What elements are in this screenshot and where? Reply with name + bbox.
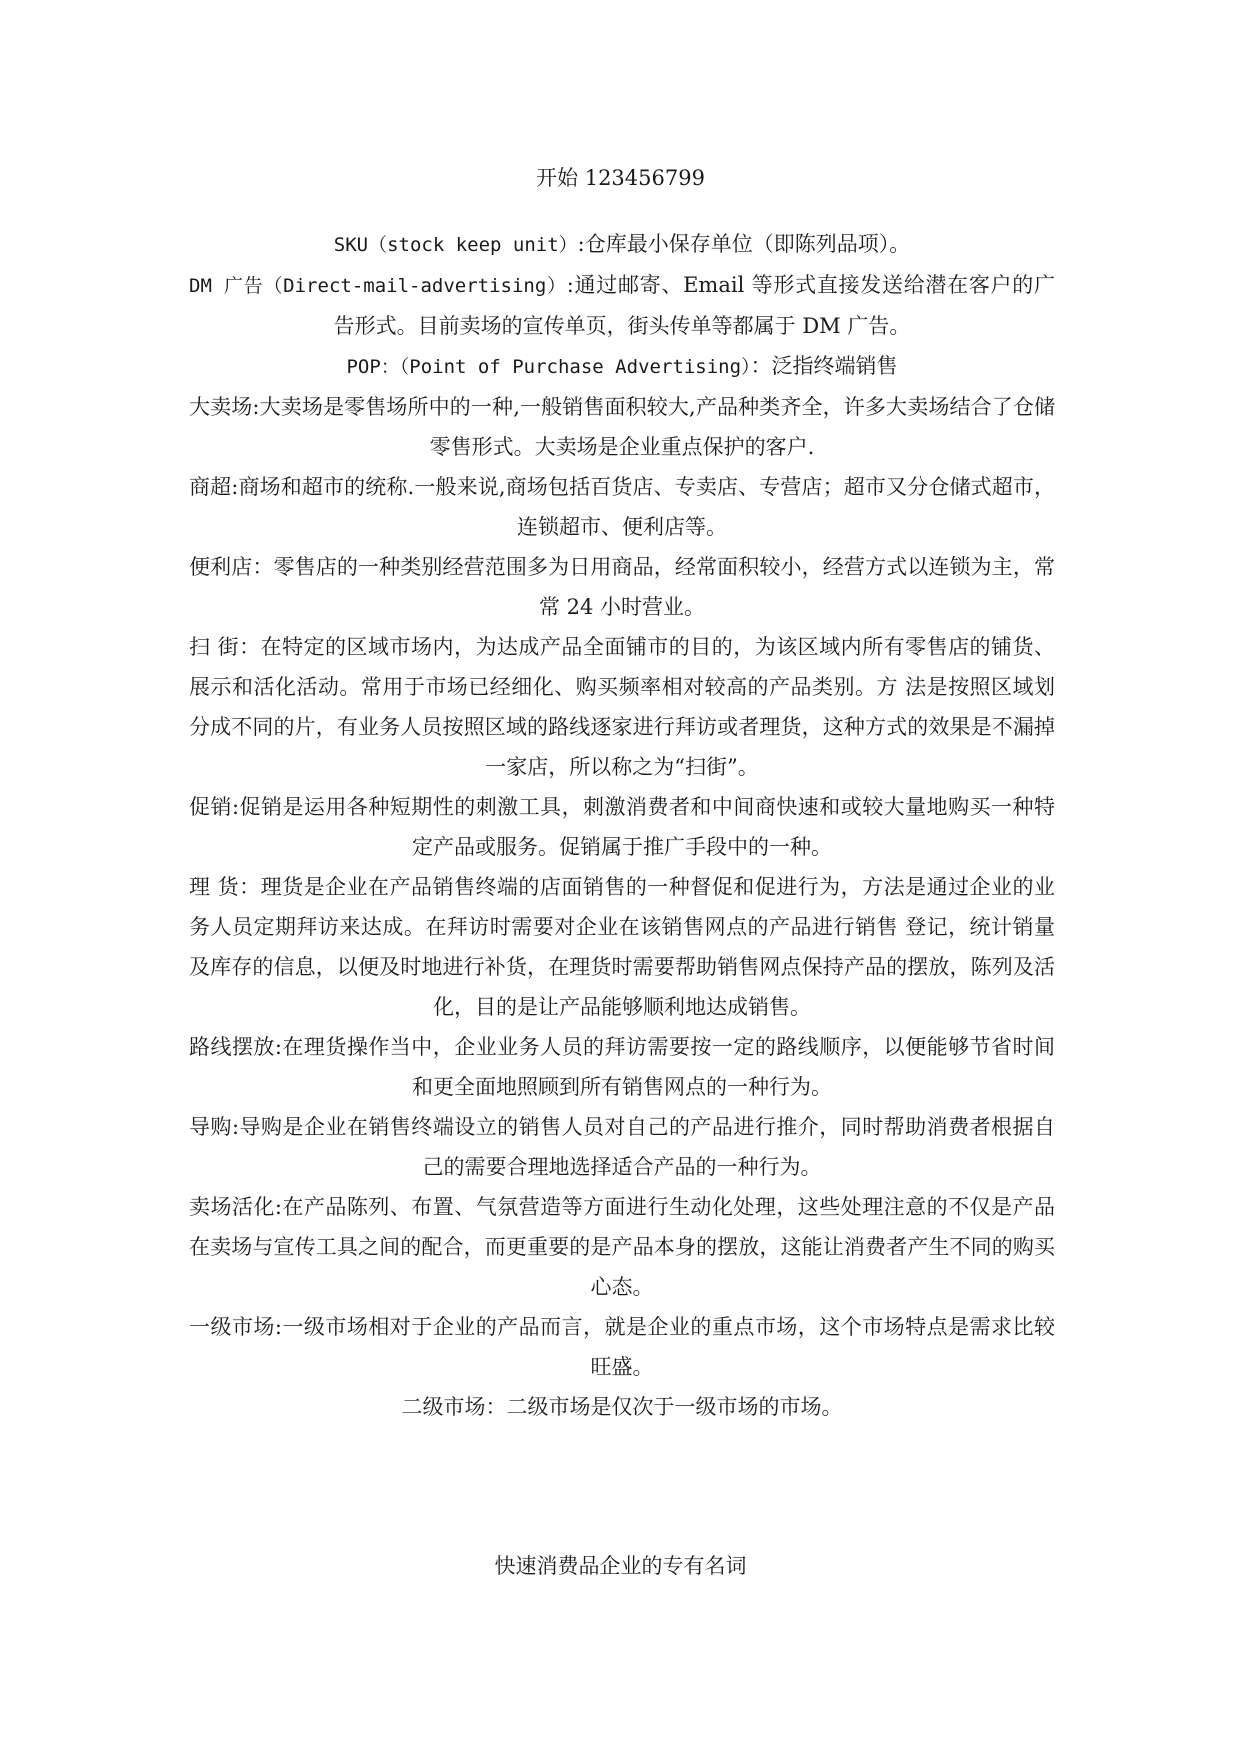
glossary-term: SKU（stock keep unit） xyxy=(333,234,578,256)
glossary-entry xyxy=(189,467,1055,547)
glossary-definition: 路线摆放:在理货操作当中，企业业务人员的拜访需要按一定的路线顺序，以便能够节省时间和更全面地照顾到所有销售网点的一种行为。 xyxy=(189,1035,1055,1099)
glossary-definition: ：泛指终端销售 xyxy=(750,354,898,378)
page-footer-title: 快速消费品企业的专有名词 xyxy=(494,1554,747,1578)
glossary-entry xyxy=(189,1307,1055,1387)
glossary-entry xyxy=(189,1027,1055,1107)
glossary-definition: 商超:商场和超市的统称.一般来说,商场包括百货店、专卖店、专营店；超市又分仓储式超市，连锁超市、便利店等。 xyxy=(189,475,1055,539)
glossary-body xyxy=(189,224,1055,1427)
glossary-definition: 卖场活化:在产品陈列、布置、气氛营造等方面进行生动化处理，这些处理注意的不仅是产品在卖场与宣传工具之间的配合，而更重要的是产品本身的摆放，这能让消费者产生不同的购买心态。 xyxy=(189,1195,1055,1299)
page-heading: 开始 123456799 xyxy=(536,166,705,190)
glossary-term: POP：（Point of Purchase Advertising） xyxy=(346,356,751,378)
glossary-definition: :仓库最小保存单位（即陈列品项）。 xyxy=(577,232,911,256)
glossary-entry xyxy=(189,224,1055,265)
glossary-entry xyxy=(189,867,1055,1027)
glossary-term: DM 广告（Direct-mail-advertising） xyxy=(189,275,567,297)
glossary-entry xyxy=(189,627,1055,787)
glossary-definition: 便利店：零售店的一种类别经营范围多为日用商品，经常面积较小，经营方式以连锁为主，常常 24 小时营业。 xyxy=(189,555,1055,619)
glossary-definition: 大卖场:大卖场是零售场所中的一种,一般销售面积较大,产品种类齐全，许多大卖场结合了仓储零售形式。大卖场是企业重点保护的客户. xyxy=(189,395,1055,459)
glossary-entry xyxy=(189,547,1055,627)
glossary-definition: 促销:促销是运用各种短期性的刺激工具，刺激消费者和中间商快速和或较大量地购买一种特定产品或服务。促销属于推广手段中的一种。 xyxy=(189,795,1055,859)
glossary-definition: 理 货：理货是企业在产品销售终端的店面销售的一种督促和促进行为，方法是通过企业的业务人员定期拜访来达成。在拜访时需要对企业在该销售网点的产品进行销售 登记，统计销量及库存的信息，以便及时地进行补货，在理货时需要帮助销售网点保持产品的摆放，陈列及活化，目的是让产品能够顺利地达成销售。 xyxy=(189,875,1055,1019)
glossary-definition: 一级市场:一级市场相对于企业的产品而言，就是企业的重点市场，这个市场特点是需求比较旺盛。 xyxy=(189,1315,1055,1379)
glossary-entry xyxy=(189,1187,1055,1307)
glossary-entry xyxy=(189,1107,1055,1187)
glossary-definition: :通过邮寄、Email 等形式直接发送给潜在客户的广告形式。目前卖场的宣传单页，街头传单等都属于 DM 广告。 xyxy=(333,273,1055,338)
glossary-entry xyxy=(189,387,1055,467)
glossary-entry xyxy=(189,346,1055,387)
glossary-entry xyxy=(189,1387,1055,1427)
glossary-definition: 导购:导购是企业在销售终端设立的销售人员对自己的产品进行推介，同时帮助消费者根据自己的需要合理地选择适合产品的一种行为。 xyxy=(189,1115,1055,1179)
glossary-entry xyxy=(189,787,1055,867)
glossary-definition: 扫 街：在特定的区域市场内，为达成产品全面铺市的目的，为该区域内所有零售店的铺货、展示和活化活动。常用于市场已经细化、购买频率相对较高的产品类别。方 法是按照区域划分成不同的片，有业务人员按照区域的路线逐家进行拜访或者理货，这种方式的效果是不漏掉一家店，所以称之为“扫街”。 xyxy=(189,635,1055,779)
glossary-definition: 二级市场：二级市场是仅次于一级市场的市场。 xyxy=(401,1395,843,1419)
glossary-entry xyxy=(189,265,1055,346)
